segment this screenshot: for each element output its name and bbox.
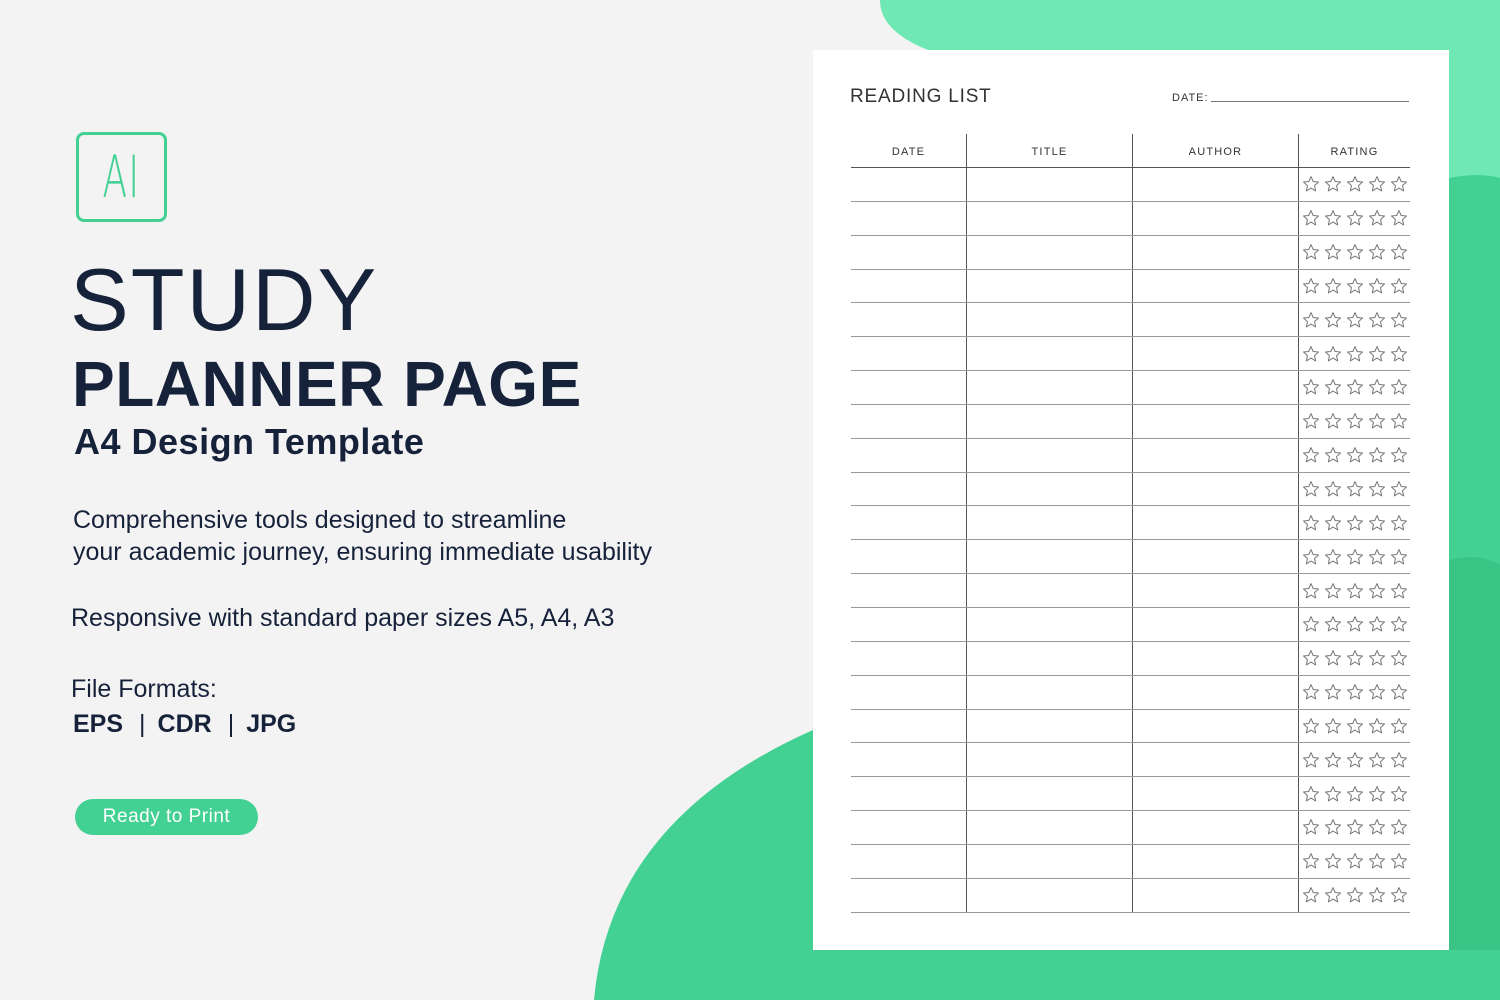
table-row <box>851 236 1410 270</box>
date-cell[interactable] <box>851 168 966 201</box>
star-icon[interactable] <box>1302 615 1320 633</box>
star-icon[interactable] <box>1368 378 1386 396</box>
headline-planner-page: PLANNER PAGE <box>72 348 582 420</box>
star-icon[interactable] <box>1368 751 1386 769</box>
star-icon[interactable] <box>1324 514 1342 532</box>
format-jpg: JPG <box>246 710 297 738</box>
title-cell[interactable] <box>966 574 1132 607</box>
date-cell[interactable] <box>851 236 966 269</box>
planner-sheet <box>813 50 1449 950</box>
headline-study: STUDY <box>70 250 379 349</box>
star-icon[interactable] <box>1324 582 1342 600</box>
table-row <box>851 608 1410 642</box>
table-row <box>851 642 1410 676</box>
title-cell[interactable] <box>966 676 1132 709</box>
star-icon[interactable] <box>1302 412 1320 430</box>
star-icon[interactable] <box>1346 683 1364 701</box>
title-cell[interactable] <box>966 337 1132 370</box>
star-icon[interactable] <box>1390 480 1408 498</box>
star-icon[interactable] <box>1390 548 1408 566</box>
rating-cell <box>1298 236 1410 269</box>
star-icon[interactable] <box>1302 886 1320 904</box>
column-header-title: TITLE <box>966 134 1132 167</box>
responsive-sizes-text: Responsive with standard paper sizes A5, A4, A3 <box>71 604 615 632</box>
author-cell[interactable] <box>1132 270 1298 303</box>
table-row <box>851 743 1410 777</box>
file-formats-label: File Formats: <box>71 675 217 703</box>
title-cell[interactable] <box>966 506 1132 539</box>
title-cell[interactable] <box>966 743 1132 776</box>
ai-logo <box>76 132 167 222</box>
star-icon[interactable] <box>1324 717 1342 735</box>
title-cell[interactable] <box>966 540 1132 573</box>
column-header-author: AUTHOR <box>1132 134 1298 167</box>
star-icon[interactable] <box>1324 615 1342 633</box>
star-icon[interactable] <box>1368 209 1386 227</box>
star-icon[interactable] <box>1368 852 1386 870</box>
star-icon[interactable] <box>1324 311 1342 329</box>
title-cell[interactable] <box>966 879 1132 912</box>
author-cell[interactable] <box>1132 303 1298 336</box>
author-cell[interactable] <box>1132 811 1298 844</box>
table-body <box>851 168 1410 913</box>
rating-cell <box>1298 676 1410 709</box>
date-cell[interactable] <box>851 642 966 675</box>
star-icon[interactable] <box>1368 886 1386 904</box>
date-cell[interactable] <box>851 845 966 878</box>
rating-cell <box>1298 473 1410 506</box>
table-header <box>851 134 1410 168</box>
green-strip-bottom <box>813 950 1500 1000</box>
date-cell[interactable] <box>851 202 966 235</box>
star-icon[interactable] <box>1324 412 1342 430</box>
star-icon[interactable] <box>1368 548 1386 566</box>
rating-cell <box>1298 811 1410 844</box>
star-icon[interactable] <box>1368 582 1386 600</box>
star-icon[interactable] <box>1346 378 1364 396</box>
star-icon[interactable] <box>1368 311 1386 329</box>
column-header-date: DATE <box>891 145 926 158</box>
star-icon[interactable] <box>1302 548 1320 566</box>
star-icon[interactable] <box>1390 209 1408 227</box>
table-row <box>851 777 1410 811</box>
table-row <box>851 303 1410 337</box>
star-icon[interactable] <box>1346 243 1364 261</box>
author-cell[interactable] <box>1132 202 1298 235</box>
star-icon[interactable] <box>1324 785 1342 803</box>
rating-cell <box>1298 371 1410 404</box>
star-icon[interactable] <box>1390 175 1408 193</box>
star-icon[interactable] <box>1302 582 1320 600</box>
star-icon[interactable] <box>1390 615 1408 633</box>
star-icon[interactable] <box>1368 175 1386 193</box>
date-cell[interactable] <box>851 676 966 709</box>
title-cell[interactable] <box>966 202 1132 235</box>
table-row <box>851 676 1410 710</box>
star-icon[interactable] <box>1324 446 1342 464</box>
star-icon[interactable] <box>1324 818 1342 836</box>
star-icon[interactable] <box>1324 683 1342 701</box>
author-cell[interactable] <box>1132 540 1298 573</box>
star-icon[interactable] <box>1346 615 1364 633</box>
star-icon[interactable] <box>1302 378 1320 396</box>
author-cell[interactable] <box>1132 845 1298 878</box>
star-icon[interactable] <box>1302 683 1320 701</box>
star-icon[interactable] <box>1390 277 1408 295</box>
star-icon[interactable] <box>1390 412 1408 430</box>
rating-cell <box>1298 303 1410 336</box>
star-icon[interactable] <box>1390 446 1408 464</box>
date-cell[interactable] <box>851 777 966 810</box>
star-icon[interactable] <box>1324 345 1342 363</box>
table-row <box>851 879 1410 913</box>
star-icon[interactable] <box>1368 615 1386 633</box>
star-icon[interactable] <box>1346 751 1364 769</box>
star-icon[interactable] <box>1324 243 1342 261</box>
title-cell[interactable] <box>966 236 1132 269</box>
column-header-rating: RATING <box>1298 134 1410 167</box>
logo-text: AI <box>102 143 141 211</box>
star-icon[interactable] <box>1346 886 1364 904</box>
star-icon[interactable] <box>1390 582 1408 600</box>
author-cell[interactable] <box>1132 676 1298 709</box>
star-icon[interactable] <box>1324 751 1342 769</box>
star-icon[interactable] <box>1390 311 1408 329</box>
star-icon[interactable] <box>1324 548 1342 566</box>
author-cell[interactable] <box>1132 743 1298 776</box>
star-icon[interactable] <box>1368 683 1386 701</box>
star-icon[interactable] <box>1324 852 1342 870</box>
star-icon[interactable] <box>1324 277 1342 295</box>
star-icon[interactable] <box>1302 311 1320 329</box>
star-icon[interactable] <box>1346 548 1364 566</box>
format-separator: | <box>139 710 146 738</box>
rating-cell <box>1298 777 1410 810</box>
rating-cell <box>1298 642 1410 675</box>
star-icon[interactable] <box>1390 378 1408 396</box>
author-cell[interactable] <box>1132 879 1298 912</box>
star-icon[interactable] <box>1302 852 1320 870</box>
table-row <box>851 439 1410 473</box>
rating-cell <box>1298 202 1410 235</box>
star-icon[interactable] <box>1324 480 1342 498</box>
rating-cell <box>1298 405 1410 438</box>
author-cell[interactable] <box>1132 506 1298 539</box>
star-icon[interactable] <box>1302 243 1320 261</box>
star-icon[interactable] <box>1368 480 1386 498</box>
rating-cell <box>1298 574 1410 607</box>
table-row <box>851 574 1410 608</box>
date-label: DATE: <box>1172 92 1209 104</box>
star-icon[interactable] <box>1346 818 1364 836</box>
author-cell[interactable] <box>1132 371 1298 404</box>
star-icon[interactable] <box>1368 818 1386 836</box>
star-icon[interactable] <box>1368 785 1386 803</box>
star-icon[interactable] <box>1302 480 1320 498</box>
table-row <box>851 405 1410 439</box>
star-icon[interactable] <box>1324 209 1342 227</box>
table-row <box>851 710 1410 744</box>
rating-cell <box>1298 168 1410 201</box>
date-cell[interactable] <box>851 540 966 573</box>
table-row <box>851 506 1410 540</box>
rating-cell <box>1298 540 1410 573</box>
star-icon[interactable] <box>1346 175 1364 193</box>
date-cell[interactable] <box>851 506 966 539</box>
date-cell[interactable] <box>851 405 966 438</box>
star-icon[interactable] <box>1368 345 1386 363</box>
rating-cell <box>1298 270 1410 303</box>
star-icon[interactable] <box>1302 209 1320 227</box>
star-icon[interactable] <box>1346 480 1364 498</box>
author-cell[interactable] <box>1132 608 1298 641</box>
star-icon[interactable] <box>1346 852 1364 870</box>
date-cell[interactable] <box>851 337 966 370</box>
star-icon[interactable] <box>1346 649 1364 667</box>
description <box>73 504 652 568</box>
format-eps: EPS <box>73 710 124 738</box>
table-row <box>851 168 1410 202</box>
star-icon[interactable] <box>1302 649 1320 667</box>
star-icon[interactable] <box>1302 345 1320 363</box>
star-icon[interactable] <box>1302 514 1320 532</box>
star-icon[interactable] <box>1346 311 1364 329</box>
format-cdr: CDR <box>157 710 212 738</box>
date-cell[interactable] <box>851 574 966 607</box>
date-cell[interactable] <box>851 879 966 912</box>
star-icon[interactable] <box>1390 785 1408 803</box>
author-cell[interactable] <box>1132 405 1298 438</box>
title-cell[interactable] <box>966 642 1132 675</box>
star-icon[interactable] <box>1302 175 1320 193</box>
title-cell[interactable] <box>966 270 1132 303</box>
table-row <box>851 202 1410 236</box>
date-cell[interactable] <box>851 608 966 641</box>
rating-cell <box>1298 710 1410 743</box>
title-cell[interactable] <box>966 845 1132 878</box>
title-cell[interactable] <box>966 405 1132 438</box>
table-row <box>851 371 1410 405</box>
table-row <box>851 337 1410 371</box>
star-icon[interactable] <box>1368 243 1386 261</box>
star-icon[interactable] <box>1346 785 1364 803</box>
author-cell[interactable] <box>1132 236 1298 269</box>
star-icon[interactable] <box>1346 209 1364 227</box>
author-cell[interactable] <box>1132 473 1298 506</box>
title-cell[interactable] <box>966 168 1132 201</box>
date-cell[interactable] <box>851 743 966 776</box>
title-cell[interactable] <box>966 710 1132 743</box>
star-icon[interactable] <box>1368 446 1386 464</box>
star-icon[interactable] <box>1390 751 1408 769</box>
star-icon[interactable] <box>1390 243 1408 261</box>
star-icon[interactable] <box>1368 277 1386 295</box>
table-row <box>851 540 1410 574</box>
star-icon[interactable] <box>1368 514 1386 532</box>
star-icon[interactable] <box>1346 277 1364 295</box>
rating-cell <box>1298 845 1410 878</box>
star-icon[interactable] <box>1390 345 1408 363</box>
star-icon[interactable] <box>1346 717 1364 735</box>
star-icon[interactable] <box>1302 785 1320 803</box>
star-icon[interactable] <box>1324 649 1342 667</box>
star-icon[interactable] <box>1390 649 1408 667</box>
author-cell[interactable] <box>1132 710 1298 743</box>
author-cell[interactable] <box>1132 168 1298 201</box>
star-icon[interactable] <box>1368 412 1386 430</box>
star-icon[interactable] <box>1390 852 1408 870</box>
ready-to-print-button[interactable]: Ready to Print <box>75 799 258 835</box>
author-cell[interactable] <box>1132 574 1298 607</box>
star-icon[interactable] <box>1368 649 1386 667</box>
date-cell[interactable] <box>851 439 966 472</box>
date-field-line[interactable] <box>1211 101 1409 102</box>
star-icon[interactable] <box>1302 751 1320 769</box>
date-cell[interactable] <box>851 710 966 743</box>
star-icon[interactable] <box>1302 277 1320 295</box>
rating-cell <box>1298 337 1410 370</box>
table-row <box>851 845 1410 879</box>
author-cell[interactable] <box>1132 777 1298 810</box>
table-row <box>851 811 1410 845</box>
headline-subtitle: A4 Design Template <box>74 421 425 462</box>
date-cell[interactable] <box>851 811 966 844</box>
rating-cell <box>1298 743 1410 776</box>
reading-list-table <box>851 134 1410 913</box>
author-cell[interactable] <box>1132 642 1298 675</box>
star-icon[interactable] <box>1346 345 1364 363</box>
date-cell[interactable] <box>851 473 966 506</box>
star-icon[interactable] <box>1302 717 1320 735</box>
star-icon[interactable] <box>1390 683 1408 701</box>
title-cell[interactable] <box>966 811 1132 844</box>
description-line-2: your academic journey, ensuring immediate usability <box>73 538 652 566</box>
green-blob-bottom <box>594 730 813 1000</box>
table-row <box>851 270 1410 304</box>
author-cell[interactable] <box>1132 439 1298 472</box>
star-icon[interactable] <box>1368 717 1386 735</box>
green-blob-right-lower <box>1449 557 1500 1000</box>
reading-list-title: READING LIST <box>850 86 992 107</box>
title-cell[interactable] <box>966 439 1132 472</box>
format-separator: | <box>227 710 235 738</box>
star-icon[interactable] <box>1346 446 1364 464</box>
rating-cell <box>1298 879 1410 912</box>
title-cell[interactable] <box>966 371 1132 404</box>
date-cell[interactable] <box>851 270 966 303</box>
star-icon[interactable] <box>1390 818 1408 836</box>
star-icon[interactable] <box>1346 582 1364 600</box>
star-icon[interactable] <box>1302 818 1320 836</box>
star-icon[interactable] <box>1324 378 1342 396</box>
star-icon[interactable] <box>1390 886 1408 904</box>
author-cell[interactable] <box>1132 337 1298 370</box>
description-line-1: Comprehensive tools designed to streamline <box>73 506 567 534</box>
title-cell[interactable] <box>966 777 1132 810</box>
star-icon[interactable] <box>1324 886 1342 904</box>
date-cell[interactable] <box>851 371 966 404</box>
title-cell[interactable] <box>966 303 1132 336</box>
star-icon[interactable] <box>1324 175 1342 193</box>
title-cell[interactable] <box>966 608 1132 641</box>
date-cell[interactable] <box>851 303 966 336</box>
star-icon[interactable] <box>1346 514 1364 532</box>
title-cell[interactable] <box>966 473 1132 506</box>
star-icon[interactable] <box>1390 717 1408 735</box>
file-formats-list <box>73 710 296 739</box>
rating-cell <box>1298 439 1410 472</box>
rating-cell <box>1298 506 1410 539</box>
star-icon[interactable] <box>1390 514 1408 532</box>
rating-cell <box>1298 608 1410 641</box>
star-icon[interactable] <box>1302 446 1320 464</box>
table-row <box>851 473 1410 507</box>
star-icon[interactable] <box>1346 412 1364 430</box>
